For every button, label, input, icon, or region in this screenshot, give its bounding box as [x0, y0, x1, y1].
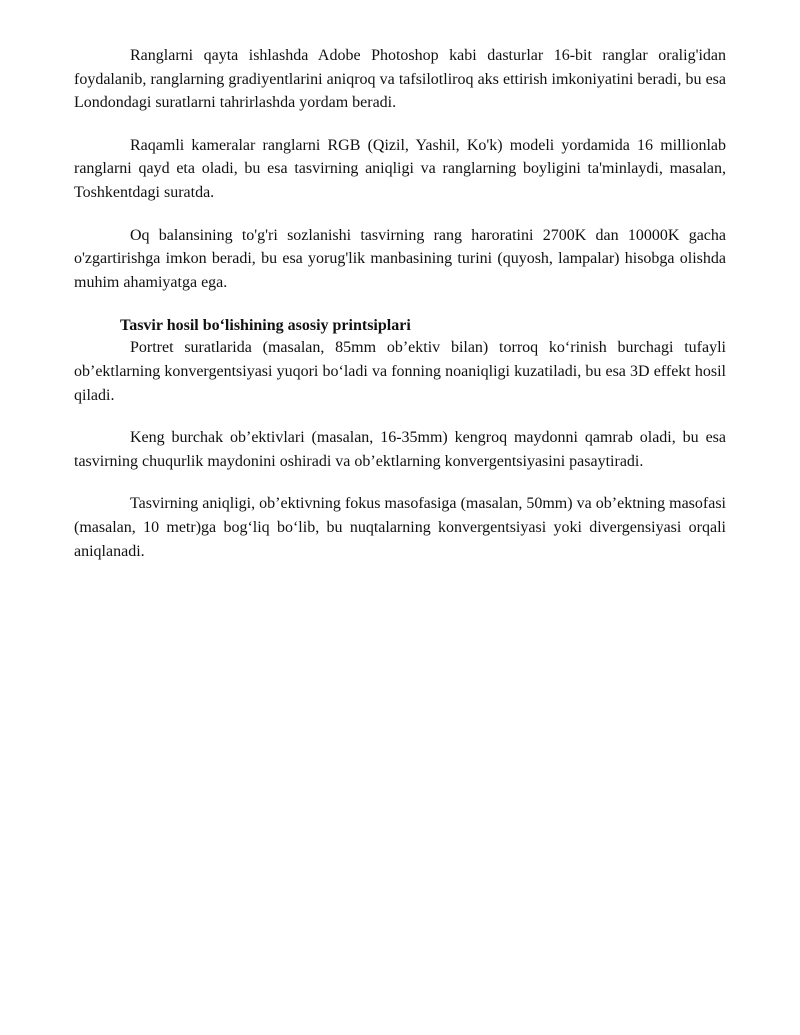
- paragraph-spacer: [74, 407, 726, 426]
- section-spacer: [74, 294, 726, 315]
- paragraph-focus-distance: Tasvirning aniqligi, ob’ektivning fokus masofasiga (masalan, 50mm) va ob’ektning masofasi (masalan, 10 metr)ga bog‘liq bo‘lib, bu nuqtalarning konvergentsiyasi yoki divergensiyasi orqali aniqlanadi.: [74, 495, 726, 560]
- paragraph-spacer: [74, 473, 726, 492]
- section-heading: Tasvir hosil bo‘lishining asosiy printsiplari: [120, 317, 411, 335]
- document-page: [74, 44, 726, 563]
- paragraph-spacer: [74, 115, 726, 134]
- paragraph-spacer: [74, 205, 726, 224]
- paragraph-wide-angle-lens: Keng burchak ob’ektivlari (masalan, 16-35mm) kengroq maydonni qamrab oladi, bu esa tasvirning chuqurlik maydonini oshiradi va ob’ektlarning konvergentsiyasini pasaytiradi.: [74, 429, 726, 470]
- paragraph-portrait-lens: Portret suratlarida (masalan, 85mm ob’ektiv bilan) torroq ko‘rinish burchagi tufayli ob’ektlarning konvergentsiyasi yuqori bo‘ladi va fonning noaniqligi kuzatiladi, bu esa 3D effekt hosil qiladi.: [74, 339, 726, 404]
- paragraph-white-balance: Oq balansining to'g'ri sozlanishi tasvirning rang haroratini 2700K dan 10000K gacha o'zgartirishga imkon beradi, bu esa yorug'lik manbasining turini (quyosh, lampalar) hisobga olishda muhim ahamiyatga ega.: [74, 226, 726, 291]
- paragraph-photoshop-16bit: Ranglarni qayta ishlashda Adobe Photoshop kabi dasturlar 16-bit ranglar oralig'idan foydalanib, ranglarning gradiyentlarini aniqroq va tafsilotliroq aks ettirish imkoniyatini beradi, bu esa Londondagi suratlarni tahrirlashda yordam beradi.: [74, 47, 726, 112]
- paragraph-rgb-cameras: Raqamli kameralar ranglarni RGB (Qizil, Yashil, Ko'k) modeli yordamida 16 millionlab ranglarni qayd eta oladi, bu esa tasvirning aniqligi va ranglarning boyligini ta'minlaydi, masalan, Toshkentdagi suratda.: [74, 136, 726, 201]
